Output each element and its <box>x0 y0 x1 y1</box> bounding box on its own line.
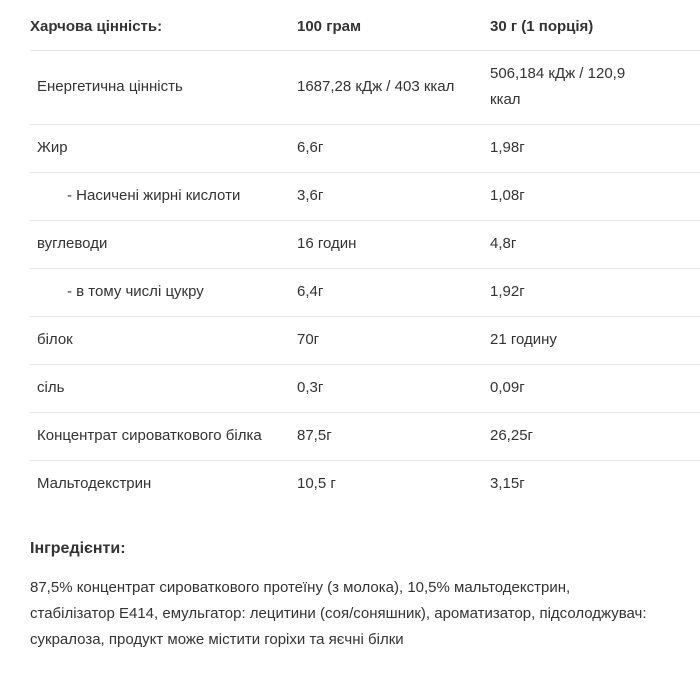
row-value-per-100g: 10,5 г <box>297 475 336 492</box>
row-value-per-100g: 16 годин <box>297 235 357 252</box>
ingredients-section <box>30 540 670 653</box>
row-value-per-serving: 1,92г <box>490 283 525 300</box>
row-nutrient-label: - в тому числі цукру <box>67 283 204 300</box>
table-row <box>30 269 700 317</box>
row-nutrient-label: вуглеводи <box>37 235 108 252</box>
ingredients-text: 87,5% концентрат сироваткового протеїну (з молока), 10,5% мальтодекстрин, стабілізатор Е414, емульгатор: лецитини (соя/соняшник), ароматизатор, підсолоджувач: сукралоза, продукт може містити горіхи та яєчні білки <box>30 579 647 648</box>
table-row <box>30 51 700 125</box>
table-row <box>30 461 700 508</box>
table-row <box>30 413 700 461</box>
header-col-per-100g: 100 грам <box>297 18 362 35</box>
row-value-per-100g: 6,6г <box>297 139 324 156</box>
row-nutrient-label: Концентрат сироваткового білка <box>37 427 262 444</box>
row-value-per-serving: 0,09г <box>490 379 525 396</box>
nutrition-table-header <box>30 6 700 51</box>
row-nutrient-label: сіль <box>37 379 65 396</box>
row-value-per-100g: 70г <box>297 331 320 348</box>
header-col-nutrition-label: Харчова цінність: <box>30 18 163 35</box>
row-value-per-100g: 87,5г <box>297 427 332 444</box>
table-row <box>30 173 700 221</box>
nutrition-rows <box>30 51 700 508</box>
row-nutrient-label: Жир <box>37 139 68 156</box>
row-value-per-100g: 6,4г <box>297 283 324 300</box>
table-row <box>30 365 700 413</box>
row-nutrient-label: білок <box>37 331 73 348</box>
row-value-per-100g: 0,3г <box>297 379 324 396</box>
header-col-per-serving: 30 г (1 порція) <box>490 18 594 35</box>
row-value-per-100g: 1687,28 кДж / 403 ккал <box>297 78 455 95</box>
row-value-per-serving: 26,25г <box>490 427 534 444</box>
row-nutrient-label: Енергетична цінність <box>37 78 183 95</box>
row-value-per-100g: 3,6г <box>297 187 324 204</box>
row-nutrient-label: - Насичені жирні кислоти <box>67 187 241 204</box>
table-row <box>30 317 700 365</box>
row-value-per-serving: 1,08г <box>490 187 525 204</box>
row-nutrient-label: Мальтодекстрин <box>37 475 152 492</box>
nutrition-table <box>30 6 700 508</box>
row-value-per-serving: 3,15г <box>490 475 525 492</box>
row-value-per-serving: 1,98г <box>490 139 525 156</box>
table-row <box>30 221 700 269</box>
row-value-per-serving: 4,8г <box>490 235 517 252</box>
row-value-per-serving: 506,184 кДж / 120,9 ккал <box>490 65 626 108</box>
table-row <box>30 125 700 173</box>
row-value-per-serving: 21 годину <box>490 331 557 348</box>
ingredients-heading: Інгредієнти: <box>30 540 126 557</box>
